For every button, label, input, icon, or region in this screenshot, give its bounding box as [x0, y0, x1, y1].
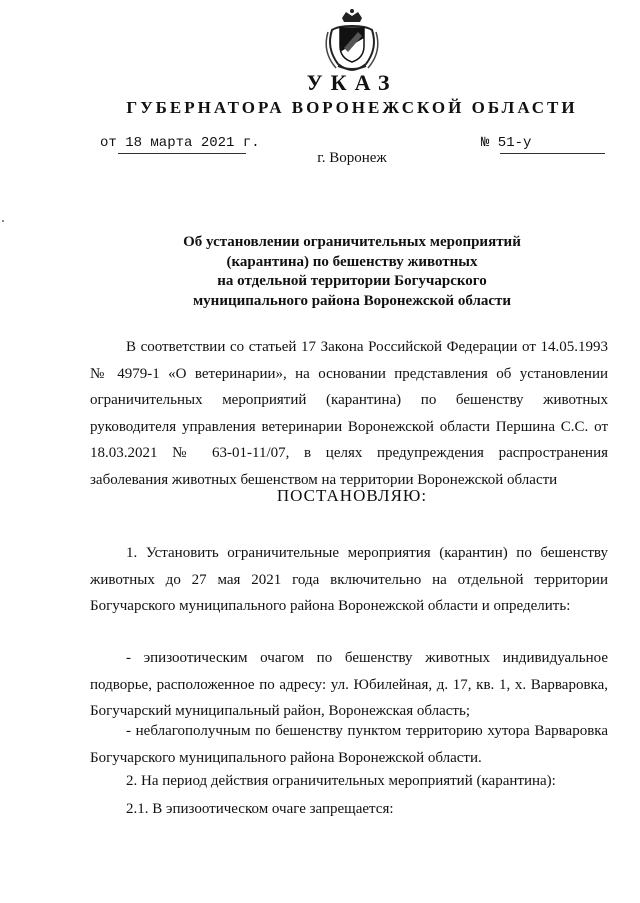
heading-line: (карантина) по бешенству животных — [226, 253, 478, 270]
heading-line: на отдельной территории Богучарского — [217, 273, 487, 289]
intro-paragraph: В соответствии со статьей 17 Закона Российской Федерации от 14.05.1993 № 4979-1 «О ветеринарии», на основании представления об установлении ограничительных мероприятий (карантина) по бешенству животных руководителя управления ветеринарии Воронежской области Першина С.С. от 18.03.2021 № 63-01-11/07, в целях предупреждения распространения заболевания животных бешенством на территории Воронежской области — [90, 339, 608, 488]
number-line: № 51-у — [481, 135, 532, 151]
margin-mark — [2, 220, 4, 222]
heading-line: муниципального района Воронежской области — [192, 292, 512, 309]
decree-word: ПОСТАНОВЛЯЮ: — [276, 486, 428, 505]
document-subtitle: ГУБЕРНАТОРА ВОРОНЕЖСКОЙ ОБЛАСТИ — [126, 98, 578, 117]
item-1-paragraph: 1. Установить ограничительные мероприятия (карантин) по бешенству животных до 27 мая 2021 года включительно на отдельной территории Богучарского муниципального района Воронежской области и определить: — [90, 545, 608, 614]
document-heading — [0, 233, 640, 311]
document-title: УКАЗ — [306, 70, 398, 95]
item-2-paragraph: 2. На период действия ограничительных мероприятий (карантина): — [126, 773, 556, 789]
item-2-1-paragraph: 2.1. В эпизоотическом очаге запрещается: — [126, 801, 394, 817]
coat-of-arms-icon — [322, 8, 382, 72]
item-1-dash-1: - эпизоотическим очагом по бешенству животных индивидуальное подворье, расположенное по адресу: ул. Юбилейная, д. 17, кв. 1, х. Варваровка, Богучарский муниципальный район, Воронежская область; — [90, 650, 608, 719]
heading-line: Об установлении ограничительных мероприятий — [183, 234, 521, 250]
item-1-dash-2: - неблагополучным по бешенству пунктом территорию хутора Варваровка Богучарского муниципального района Воронежской области. — [90, 723, 608, 766]
date-line: от 18 марта 2021 г. — [100, 135, 260, 151]
city-line: г. Воронеж — [317, 150, 387, 166]
